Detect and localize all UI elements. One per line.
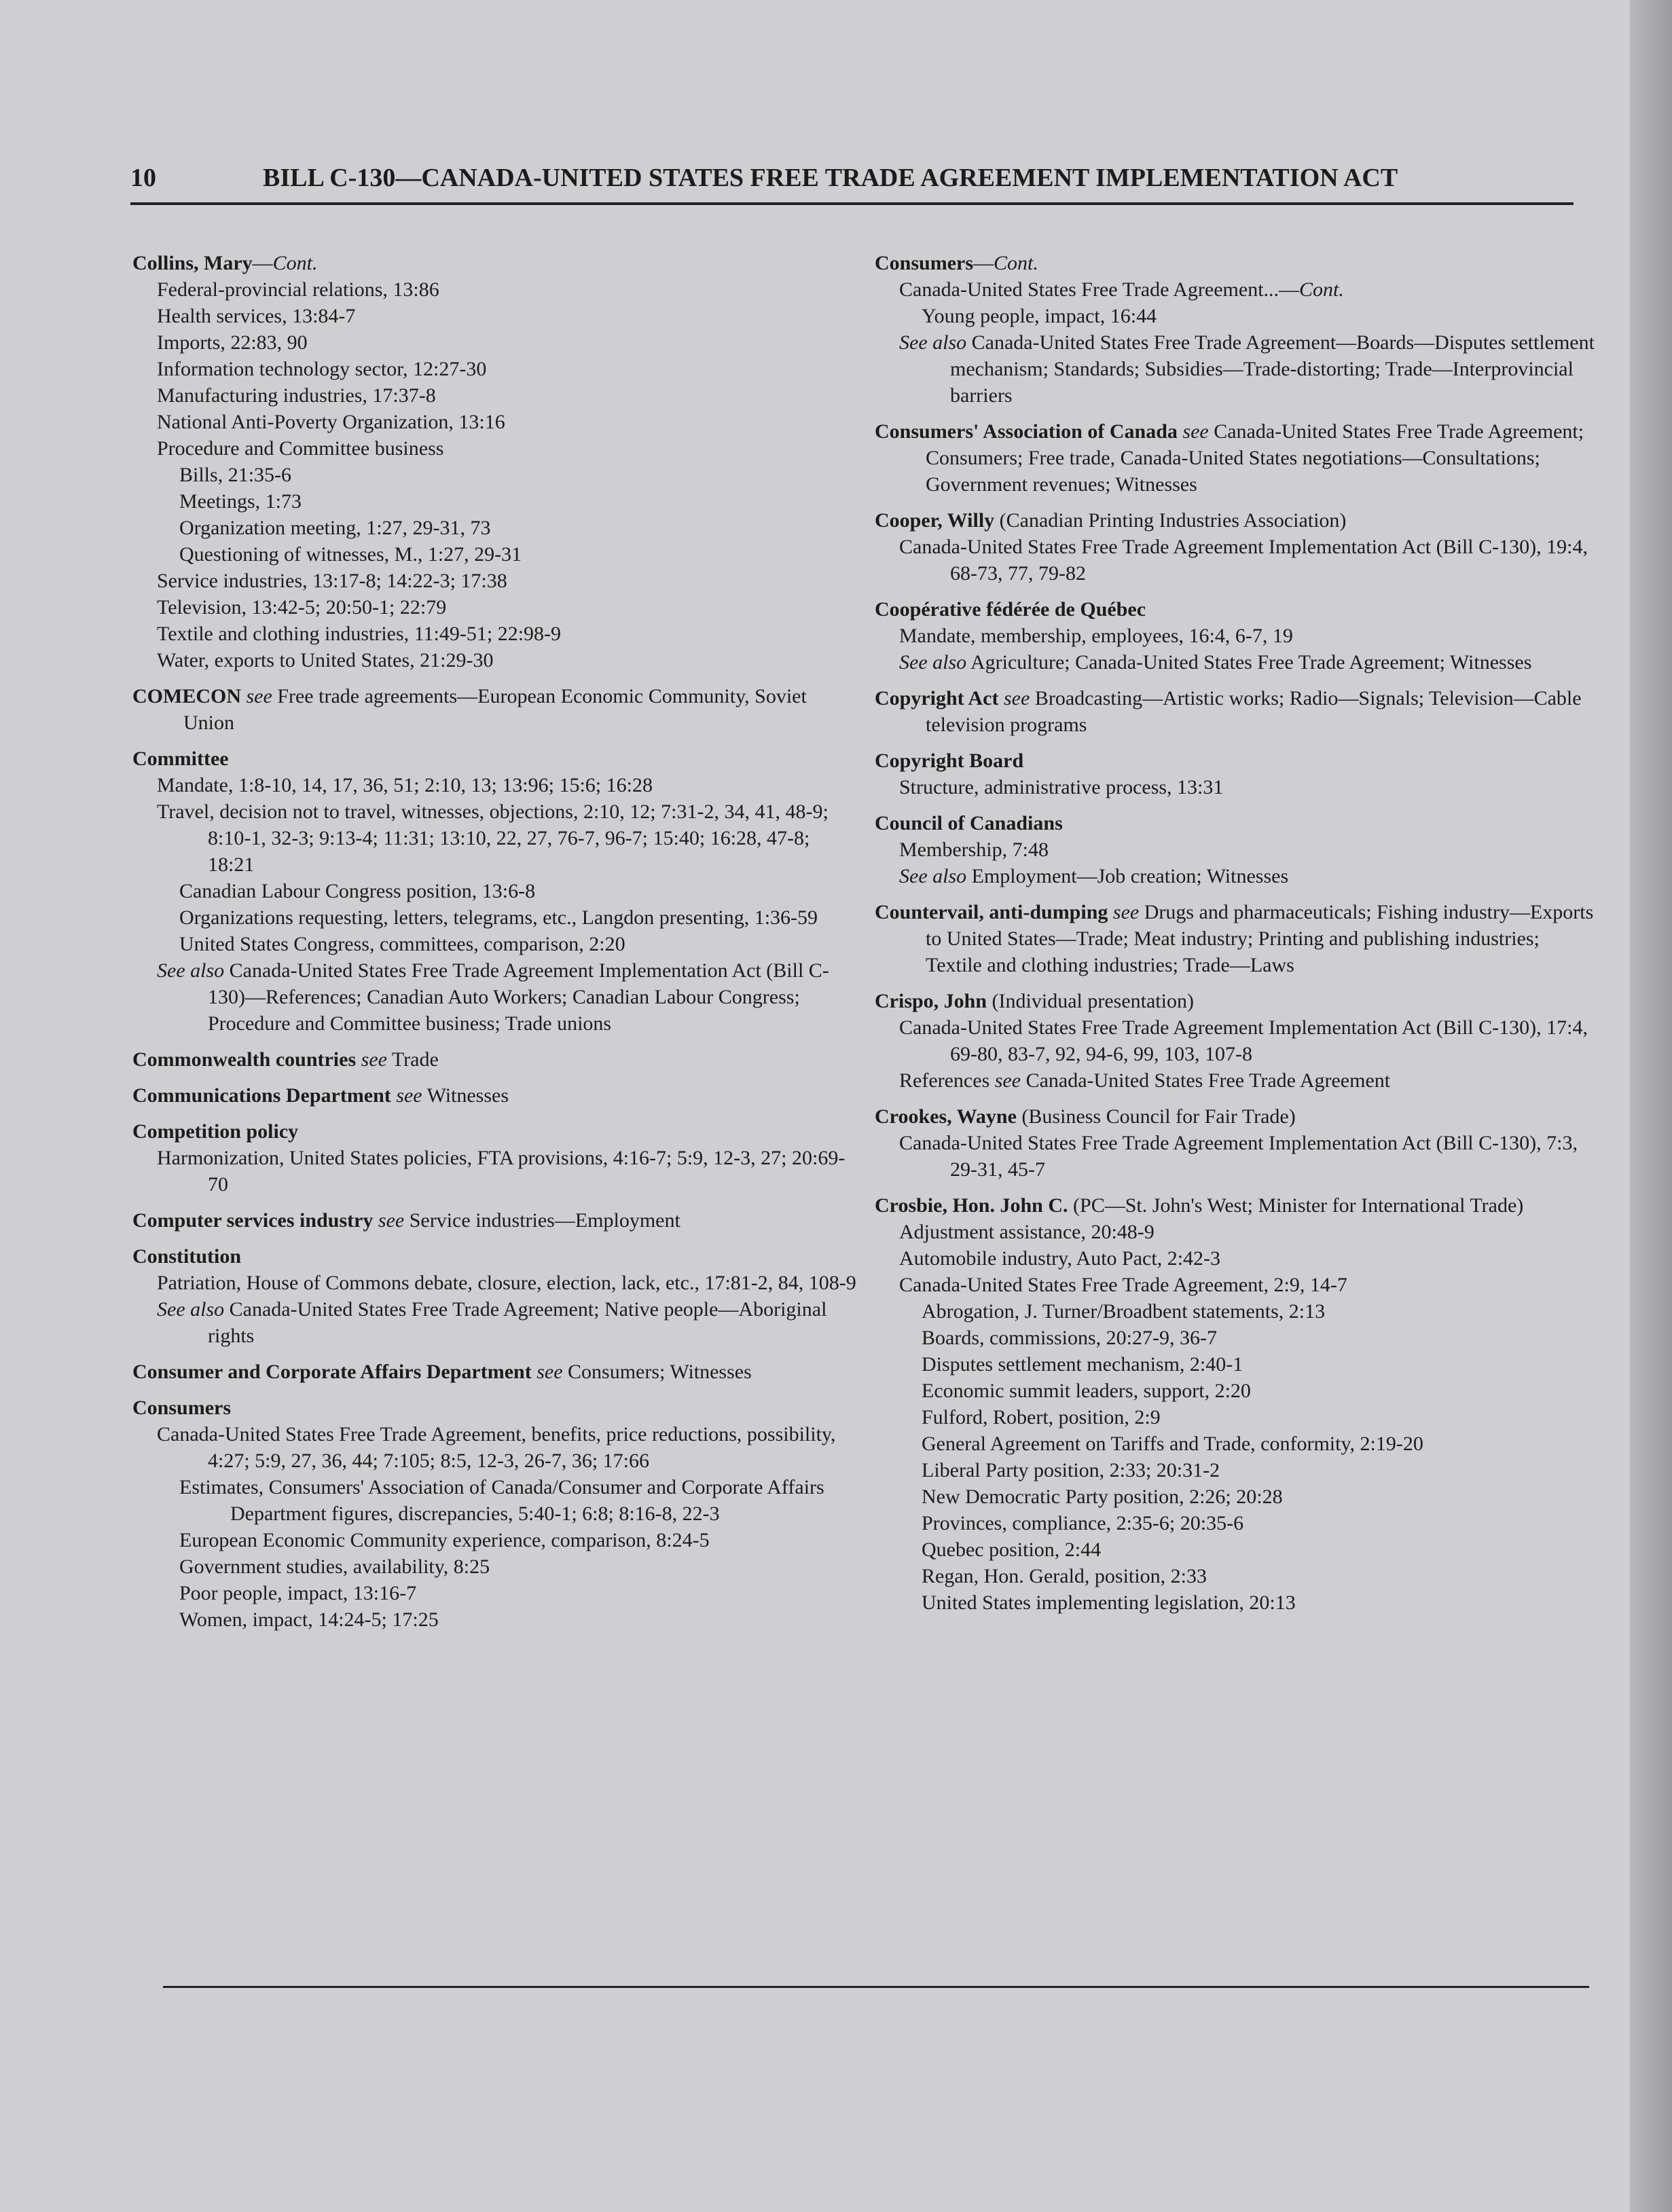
entry-heading [132, 1243, 859, 1270]
entry-heading-term: Collins, Mary [132, 252, 253, 274]
index-entry [132, 1118, 859, 1198]
entry-heading [875, 988, 1595, 1014]
entry-subheading: See also Canada-United States Free Trade Agreement; Native people—Aboriginal rights [157, 1298, 827, 1347]
index-entry [875, 596, 1595, 676]
index-entry [132, 1082, 859, 1109]
entry-subheading: National Anti-Poverty Organization, 13:16 [157, 411, 505, 433]
entry-subheading: References see Canada-United States Free Trade Agreement [899, 1069, 1391, 1092]
index-entry [132, 1243, 859, 1349]
entry-subheading: Structure, administrative process, 13:31 [899, 776, 1224, 798]
entry-heading-term: Council of Canadians [875, 812, 1063, 834]
entry-subheading: Canadian Labour Congress position, 13:6-8 [179, 880, 536, 902]
running-head-title: BILL C-130—CANADA-UNITED STATES FREE TRADE AGREEMENT IMPLEMENTATION ACT [263, 164, 1398, 192]
index-entry [875, 685, 1595, 738]
entry-subheading: Information technology sector, 12:27-30 [157, 358, 487, 380]
entry-heading-term: COMECON [132, 685, 241, 707]
entry-heading-suffix: (Individual presentation) [987, 990, 1194, 1012]
entry-subheading: Canada-United States Free Trade Agreement, benefits, price reductions, possibility, 4:27; 5:9, 27, 36, 44; 7:105; 8:5, 12-3, 26-7, 36; 17:66 [157, 1423, 836, 1472]
entry-heading-term: Computer services industry [132, 1209, 374, 1232]
entry-heading-term: Competition policy [132, 1120, 299, 1143]
entry-heading-suffix: see Trade [361, 1048, 439, 1071]
entry-subheading: Service industries, 13:17-8; 14:22-3; 17:38 [157, 570, 507, 592]
footer-rule [163, 1986, 1589, 1988]
index-entry [875, 507, 1595, 587]
entry-heading-suffix: see Free trade agreements—European Economic Community, Soviet Union [183, 685, 807, 734]
entry-subheading: Mandate, membership, employees, 16:4, 6-7, 19 [899, 625, 1293, 647]
entry-heading-term: Committee [132, 748, 229, 770]
entry-subheading: Canada-United States Free Trade Agreement...—Cont. [899, 278, 1344, 301]
page-edge-shadow [1630, 0, 1672, 2212]
entry-subheading: Economic summit leaders, support, 2:20 [922, 1380, 1251, 1402]
entry-subheading: Provinces, compliance, 2:35-6; 20:35-6 [922, 1512, 1244, 1534]
entry-subheading: European Economic Community experience, comparison, 8:24-5 [179, 1529, 710, 1551]
entry-heading-term: Consumers [132, 1397, 232, 1419]
index-entry [132, 683, 859, 736]
entry-heading-suffix: see Service industries—Employment [378, 1209, 680, 1232]
entry-heading [132, 1207, 859, 1234]
index-entry [132, 1207, 859, 1234]
entry-subheading: Mandate, 1:8-10, 14, 17, 36, 51; 2:10, 13; 13:96; 15:6; 16:28 [157, 774, 653, 796]
index-column-right [875, 250, 1595, 1625]
entry-heading [875, 418, 1595, 498]
entry-heading-suffix: see Drugs and pharmaceuticals; Fishing industry—Exports to United States—Trade; Meat industry; Printing and publishing industries; Textile and clothing industries; Trade—Laws [926, 901, 1594, 976]
index-entry [875, 899, 1595, 978]
entry-subheading: Water, exports to United States, 21:29-30 [157, 649, 494, 671]
index-entry [132, 745, 859, 1037]
entry-subheading: Fulford, Robert, position, 2:9 [922, 1406, 1161, 1428]
entry-subheading: Bills, 21:35-6 [179, 464, 292, 486]
page-number: 10 [130, 164, 156, 192]
entry-heading-suffix: (Canadian Printing Industries Association) [994, 509, 1347, 532]
entry-subheading: Imports, 22:83, 90 [157, 331, 308, 354]
entry-heading-term: Cooper, Willy [875, 509, 995, 532]
entry-subheading: Harmonization, United States policies, FTA provisions, 4:16-7; 5:9, 12-3, 27; 20:69-70 [157, 1147, 846, 1196]
entry-subheading: See also Agriculture; Canada-United States Free Trade Agreement; Witnesses [899, 651, 1532, 674]
entry-subheading: Regan, Hon. Gerald, position, 2:33 [922, 1565, 1207, 1587]
entry-heading-suffix: —Cont. [973, 252, 1038, 274]
entry-subheading: Poor people, impact, 13:16-7 [179, 1582, 417, 1604]
entry-subheading: Quebec position, 2:44 [922, 1538, 1102, 1561]
entry-heading-term: Copyright Act [875, 687, 999, 709]
entry-subheading: Patriation, House of Commons debate, closure, election, lack, etc., 17:81-2, 84, 108-9 [157, 1272, 856, 1294]
index-entry [132, 1359, 859, 1385]
entry-subheading: Health services, 13:84-7 [157, 305, 356, 327]
entry-subheading: United States Congress, committees, comparison, 2:20 [179, 933, 625, 955]
index-entry [875, 1103, 1595, 1183]
entry-heading-term: Coopérative fédérée de Québec [875, 598, 1146, 621]
entry-subheading: Estimates, Consumers' Association of Canada/Consumer and Corporate Affairs Department figures, discrepancies, 5:40-1; 6:8; 8:16-8, 22-3 [179, 1476, 824, 1525]
entry-heading [132, 1046, 859, 1073]
entry-heading-term: Crookes, Wayne [875, 1105, 1017, 1128]
entry-heading-term: Commonwealth countries [132, 1048, 357, 1071]
entry-heading [875, 810, 1595, 836]
entry-heading [132, 1082, 859, 1109]
entry-heading [875, 250, 1595, 276]
header-rule [130, 202, 1574, 205]
entry-subheading: Procedure and Committee business [157, 437, 444, 460]
entry-subheading: See also Canada-United States Free Trade Agreement Implementation Act (Bill C-130)—References; Canadian Auto Workers; Canadian Labour Congress; Procedure and Committee business; Trade unions [157, 959, 829, 1035]
index-entry [875, 250, 1595, 409]
entry-heading-term: Communications Department [132, 1084, 391, 1107]
entry-heading [875, 1192, 1595, 1219]
entry-heading [132, 250, 859, 276]
entry-heading [875, 899, 1595, 978]
entry-heading-term: Consumer and Corporate Affairs Department [132, 1361, 532, 1383]
entry-heading-term: Consumers' Association of Canada [875, 420, 1178, 443]
entry-heading-term: Crosbie, Hon. John C. [875, 1194, 1068, 1217]
entry-heading [875, 685, 1595, 738]
entry-subheading: Abrogation, J. Turner/Broadbent statements, 2:13 [922, 1300, 1326, 1323]
index-entry [875, 748, 1595, 800]
entry-heading-suffix: —Cont. [252, 252, 318, 274]
index-entry [132, 250, 859, 674]
entry-heading-term: Countervail, anti-dumping [875, 901, 1108, 923]
entry-subheading: Manufacturing industries, 17:37-8 [157, 384, 436, 407]
entry-subheading: Travel, decision not to travel, witnesses, objections, 2:10, 12; 7:31-2, 34, 41, 48-9; 8:10-1, 32-3; 9:13-4; 11:31; 13:10, 22, 27, 76-7, 96-7; 15:40; 16:28, 47-8; 18:21 [157, 800, 829, 876]
entry-heading-term: Consumers [875, 252, 974, 274]
index-entry [875, 418, 1595, 498]
entry-subheading: Adjustment assistance, 20:48-9 [899, 1221, 1155, 1243]
entry-subheading: Boards, commissions, 20:27-9, 36-7 [922, 1327, 1217, 1349]
entry-subheading: General Agreement on Tariffs and Trade, conformity, 2:19-20 [922, 1433, 1423, 1455]
entry-subheading: Meetings, 1:73 [179, 490, 302, 513]
index-entry [132, 1046, 859, 1073]
entry-heading-term: Constitution [132, 1245, 242, 1268]
entry-subheading: Government studies, availability, 8:25 [179, 1555, 490, 1578]
index-column-left [132, 250, 859, 1642]
entry-subheading: Canada-United States Free Trade Agreement Implementation Act (Bill C-130), 17:4, 69-80, 83-7, 92, 94-6, 99, 103, 107-8 [899, 1016, 1588, 1065]
entry-heading-suffix: (Business Council for Fair Trade) [1016, 1105, 1296, 1128]
entry-subheading: Organization meeting, 1:27, 29-31, 73 [179, 517, 491, 539]
entry-heading-suffix: see Broadcasting—Artistic works; Radio—Signals; Television—Cable television programs [926, 687, 1582, 736]
entry-subheading: Disputes settlement mechanism, 2:40-1 [922, 1353, 1243, 1376]
entry-subheading: Canada-United States Free Trade Agreement Implementation Act (Bill C-130), 7:3, 29-31, 45-7 [899, 1132, 1578, 1181]
entry-heading-suffix: see Witnesses [396, 1084, 509, 1107]
entry-heading-suffix: see Consumers; Witnesses [537, 1361, 752, 1383]
entry-heading-suffix: see Canada-United States Free Trade Agreement; Consumers; Free trade, Canada-United States negotiations—Consultations; Government revenues; Witnesses [926, 420, 1584, 496]
entry-subheading: Young people, impact, 16:44 [922, 305, 1157, 327]
index-entry [875, 810, 1595, 889]
entry-subheading: Federal-provincial relations, 13:86 [157, 278, 439, 301]
page-header [130, 163, 1529, 204]
entry-subheading: Automobile industry, Auto Pact, 2:42-3 [899, 1247, 1221, 1270]
entry-subheading: Canada-United States Free Trade Agreement, 2:9, 14-7 [899, 1274, 1347, 1296]
index-entry [875, 988, 1595, 1094]
entry-subheading: Questioning of witnesses, M., 1:27, 29-31 [179, 543, 522, 566]
entry-heading [132, 1359, 859, 1385]
entry-heading-term: Crispo, John [875, 990, 987, 1012]
entry-subheading: See also Canada-United States Free Trade Agreement—Boards—Disputes settlement mechanism; Standards; Subsidies—Trade-distorting; Trade—Interprovincial barriers [899, 331, 1595, 407]
entry-subheading: Liberal Party position, 2:33; 20:31-2 [922, 1459, 1220, 1481]
entry-subheading: New Democratic Party position, 2:26; 20:28 [922, 1486, 1283, 1508]
index-entry [875, 1192, 1595, 1616]
entry-heading [132, 1118, 859, 1145]
entry-subheading: Canada-United States Free Trade Agreement Implementation Act (Bill C-130), 19:4, 68-73, 77, 79-82 [899, 536, 1588, 585]
entry-subheading: Membership, 7:48 [899, 838, 1049, 861]
entry-heading [875, 507, 1595, 534]
entry-heading-suffix: (PC—St. John's West; Minister for International Trade) [1068, 1194, 1524, 1217]
entry-heading-term: Copyright Board [875, 750, 1024, 772]
entry-heading [132, 745, 859, 772]
entry-heading [132, 1395, 859, 1421]
entry-subheading: Women, impact, 14:24-5; 17:25 [179, 1608, 439, 1631]
entry-subheading: Television, 13:42-5; 20:50-1; 22:79 [157, 596, 447, 619]
entry-heading [875, 748, 1595, 774]
entry-heading [875, 596, 1595, 623]
entry-heading [132, 683, 859, 736]
entry-subheading: United States implementing legislation, 20:13 [922, 1591, 1296, 1614]
entry-subheading: Textile and clothing industries, 11:49-51; 22:98-9 [157, 623, 562, 645]
entry-heading [875, 1103, 1595, 1130]
index-entry [132, 1395, 859, 1633]
entry-subheading: See also Employment—Job creation; Witnesses [899, 865, 1289, 887]
entry-subheading: Organizations requesting, letters, telegrams, etc., Langdon presenting, 1:36-59 [179, 906, 818, 929]
